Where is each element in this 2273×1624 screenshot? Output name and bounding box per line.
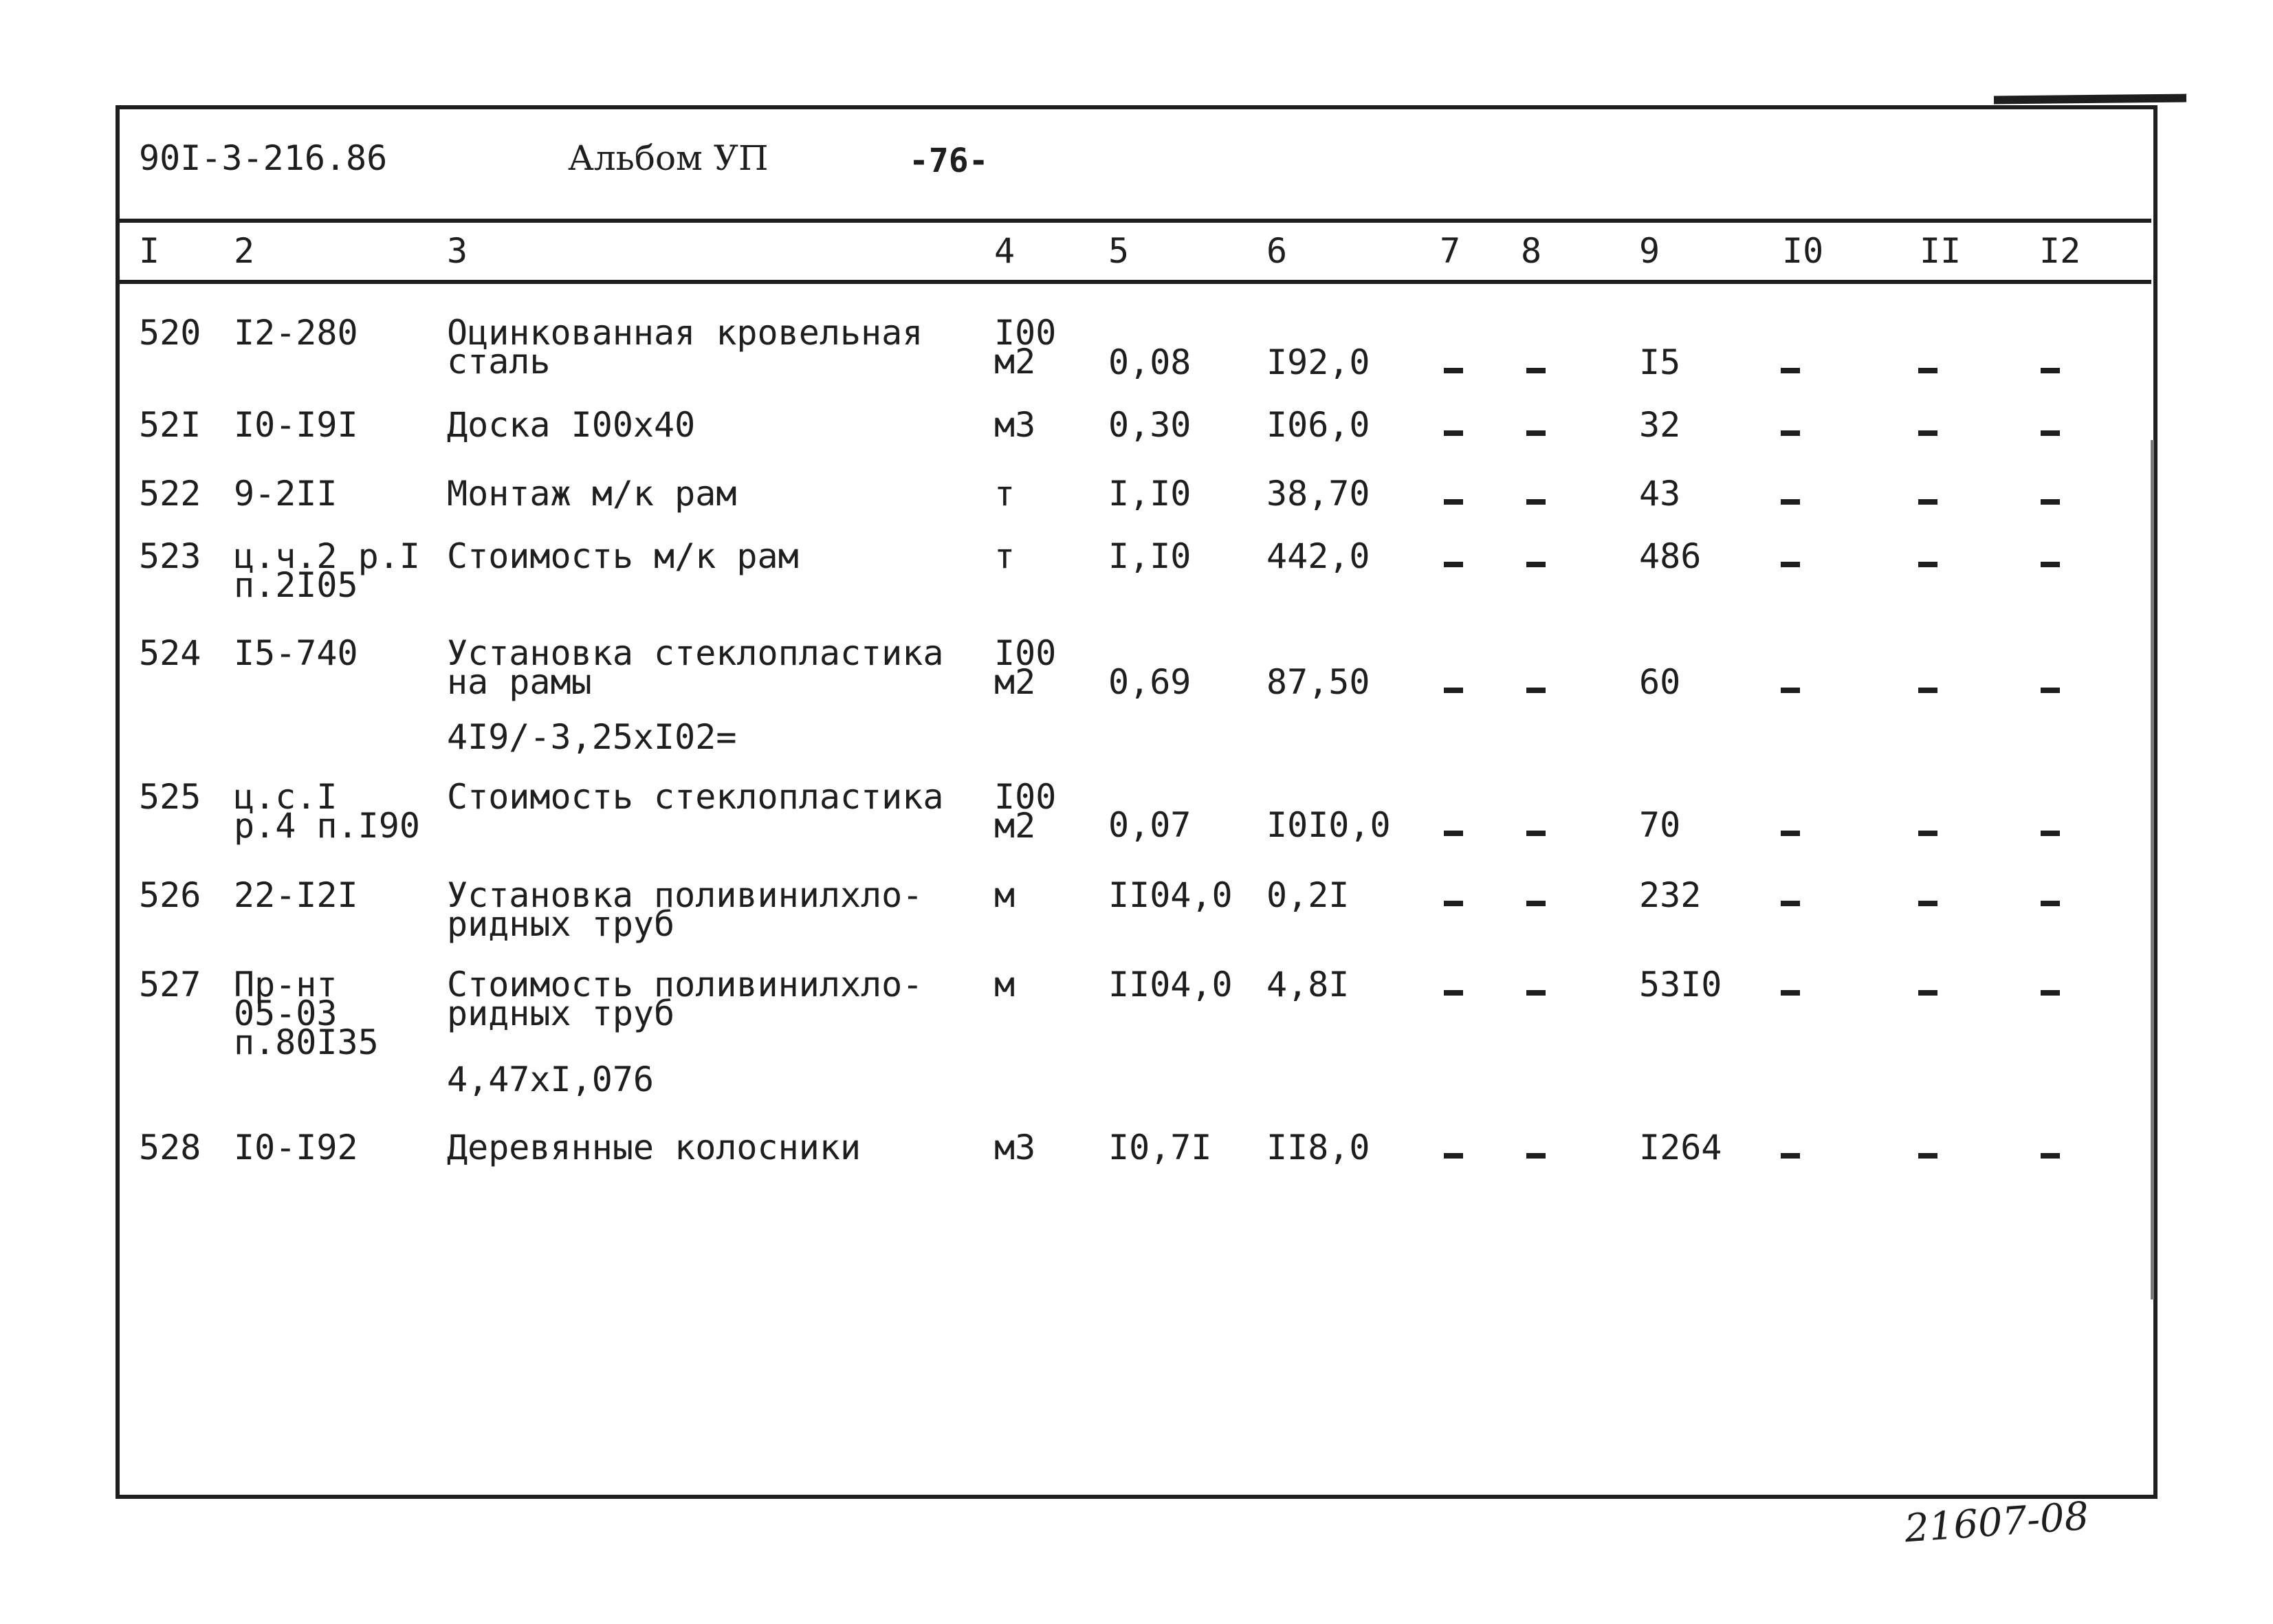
total-cost: 70 — [1639, 805, 1681, 845]
column-number-10: I0 — [1782, 231, 1824, 271]
work-description: Стоимость стеклопластика — [447, 777, 944, 817]
quantity: 0,69 — [1108, 662, 1192, 702]
total-cost: I5 — [1639, 342, 1681, 382]
empty-dash-c12 — [2041, 499, 2060, 505]
page-number: -76- — [909, 142, 989, 180]
work-description: на рамы — [447, 662, 592, 702]
total-cost: 60 — [1639, 662, 1681, 702]
work-description: Оцинкованная кровельная — [447, 313, 923, 353]
work-description: Установка поливинилхло- — [447, 875, 923, 915]
column-number-1: I — [139, 231, 160, 271]
unit-of-measure: I00 — [994, 313, 1057, 353]
empty-dash-c8 — [1526, 1153, 1546, 1159]
empty-dash-c7 — [1444, 562, 1463, 567]
quantity: I0,7I — [1108, 1128, 1212, 1167]
column-number-9: 9 — [1639, 231, 1660, 271]
empty-dash-c10 — [1781, 901, 1800, 906]
work-description: 4I9/-3,25хI02= — [447, 717, 737, 757]
norm-reference: I5-740 — [234, 633, 358, 673]
norm-reference: п.80I35 — [234, 1022, 379, 1062]
empty-dash-c7 — [1444, 430, 1463, 436]
work-description: Доска I00х40 — [447, 405, 696, 445]
unit-of-measure: м2 — [994, 662, 1036, 702]
empty-dash-c10 — [1781, 1153, 1800, 1159]
norm-reference: 05-03 — [234, 994, 338, 1033]
total-cost: 486 — [1639, 536, 1702, 576]
unit-of-measure: м2 — [994, 342, 1036, 382]
unit-price: 442,0 — [1266, 536, 1370, 576]
archive-stamp: 21607-08 — [1903, 1493, 2091, 1552]
unit-of-measure: м3 — [994, 405, 1036, 445]
empty-dash-c12 — [2041, 430, 2060, 436]
work-description: Стоимость м/к рам — [447, 536, 799, 576]
quantity: 0,30 — [1108, 405, 1192, 445]
row-number: 526 — [139, 875, 201, 915]
work-description: Монтаж м/к рам — [447, 474, 737, 514]
norm-reference: ц.ч.2 р.I — [234, 536, 420, 576]
total-cost: 232 — [1639, 875, 1702, 915]
total-cost: I264 — [1639, 1128, 1722, 1167]
empty-dash-c7 — [1444, 901, 1463, 906]
empty-dash-c8 — [1526, 831, 1546, 836]
empty-dash-c10 — [1781, 831, 1800, 836]
quantity: 0,07 — [1108, 805, 1192, 845]
unit-of-measure: м — [994, 875, 1015, 915]
empty-dash-c10 — [1781, 990, 1800, 996]
norm-reference: ц.с.I — [234, 777, 338, 817]
empty-dash-c12 — [2041, 368, 2060, 373]
row-number: 523 — [139, 536, 201, 576]
unit-of-measure: I00 — [994, 633, 1057, 673]
work-description: Стоимость поливинилхло- — [447, 965, 923, 1005]
total-cost: 32 — [1639, 405, 1681, 445]
empty-dash-c8 — [1526, 499, 1546, 505]
empty-dash-c11 — [1918, 562, 1937, 567]
empty-dash-c12 — [2041, 990, 2060, 996]
empty-dash-c7 — [1444, 499, 1463, 505]
work-description: Установка стеклопластика — [447, 633, 944, 673]
empty-dash-c12 — [2041, 562, 2060, 567]
empty-dash-c8 — [1526, 562, 1546, 567]
unit-of-measure: м2 — [994, 806, 1036, 846]
total-cost: 53I0 — [1639, 965, 1722, 1005]
empty-dash-c11 — [1918, 368, 1937, 373]
empty-dash-c7 — [1444, 831, 1463, 836]
unit-price: 87,50 — [1266, 662, 1370, 702]
unit-of-measure: т — [994, 474, 1015, 514]
empty-dash-c11 — [1918, 990, 1937, 996]
row-number: 524 — [139, 633, 201, 673]
work-description: Деревянные колосники — [447, 1128, 861, 1167]
norm-reference: I0-I9I — [234, 405, 358, 445]
unit-price: 4,8I — [1266, 965, 1350, 1005]
row-number: 527 — [139, 965, 201, 1005]
empty-dash-c10 — [1781, 688, 1800, 693]
norm-reference: п.2I05 — [234, 565, 358, 605]
header-rule-top — [120, 219, 2151, 223]
unit-of-measure: м3 — [994, 1128, 1036, 1167]
column-number-6: 6 — [1266, 231, 1288, 271]
quantity: I,I0 — [1108, 536, 1192, 576]
quantity: II04,0 — [1108, 875, 1233, 915]
norm-reference: 9-2II — [234, 474, 338, 514]
empty-dash-c11 — [1918, 688, 1937, 693]
quantity: 0,08 — [1108, 342, 1192, 382]
empty-dash-c11 — [1918, 901, 1937, 906]
total-cost: 43 — [1639, 474, 1681, 514]
column-number-5: 5 — [1108, 231, 1130, 271]
empty-dash-c10 — [1781, 430, 1800, 436]
empty-dash-c7 — [1444, 368, 1463, 373]
empty-dash-c7 — [1444, 1153, 1463, 1159]
edge-scan-artifact — [2151, 440, 2154, 1299]
empty-dash-c8 — [1526, 901, 1546, 906]
unit-price: II8,0 — [1266, 1128, 1370, 1167]
document-code: 90I-3-216.86 — [139, 138, 388, 178]
empty-dash-c7 — [1444, 990, 1463, 996]
column-number-7: 7 — [1440, 231, 1461, 271]
empty-dash-c11 — [1918, 831, 1937, 836]
quantity: I,I0 — [1108, 474, 1192, 514]
work-description: ридных труб — [447, 994, 675, 1033]
column-number-4: 4 — [994, 231, 1015, 271]
work-description: сталь — [447, 342, 551, 382]
unit-of-measure: м — [994, 965, 1015, 1005]
empty-dash-c8 — [1526, 368, 1546, 373]
empty-dash-c8 — [1526, 990, 1546, 996]
column-number-2: 2 — [234, 231, 255, 271]
empty-dash-c10 — [1781, 499, 1800, 505]
unit-price: I0I0,0 — [1266, 805, 1391, 845]
empty-dash-c8 — [1526, 430, 1546, 436]
empty-dash-c10 — [1781, 368, 1800, 373]
unit-price: 38,70 — [1266, 474, 1370, 514]
empty-dash-c11 — [1918, 499, 1937, 505]
column-number-8: 8 — [1521, 231, 1542, 271]
quantity: II04,0 — [1108, 965, 1233, 1005]
norm-reference: Пр-нт — [234, 965, 338, 1005]
column-number-11: II — [1920, 231, 1962, 271]
row-number: 525 — [139, 777, 201, 817]
unit-price: 0,2I — [1266, 875, 1350, 915]
top-border-accent — [1994, 94, 2186, 105]
empty-dash-c11 — [1918, 1153, 1937, 1159]
unit-of-measure: т — [994, 536, 1015, 576]
unit-of-measure: I00 — [994, 777, 1057, 817]
norm-reference: I0-I92 — [234, 1128, 358, 1167]
norm-reference: р.4 п.I90 — [234, 806, 420, 846]
album-title: Альбом УП — [568, 138, 769, 178]
row-number: 528 — [139, 1128, 201, 1167]
sheet-frame — [116, 105, 2157, 1499]
column-number-3: 3 — [447, 231, 468, 271]
unit-price: I92,0 — [1266, 342, 1370, 382]
row-number: 520 — [139, 313, 201, 353]
norm-reference: I2-280 — [234, 313, 358, 353]
empty-dash-c12 — [2041, 688, 2060, 693]
empty-dash-c12 — [2041, 901, 2060, 906]
empty-dash-c10 — [1781, 562, 1800, 567]
column-number-12: I2 — [2039, 231, 2081, 271]
empty-dash-c11 — [1918, 430, 1937, 436]
header-rule-bottom — [120, 280, 2151, 284]
work-description: ридных труб — [447, 904, 675, 944]
empty-dash-c7 — [1444, 688, 1463, 693]
norm-reference: 22-I2I — [234, 875, 358, 915]
row-number: 522 — [139, 474, 201, 514]
work-description: 4,47хI,076 — [447, 1060, 655, 1099]
row-number: 52I — [139, 405, 201, 445]
empty-dash-c12 — [2041, 831, 2060, 836]
unit-price: I06,0 — [1266, 405, 1370, 445]
empty-dash-c12 — [2041, 1153, 2060, 1159]
empty-dash-c8 — [1526, 688, 1546, 693]
